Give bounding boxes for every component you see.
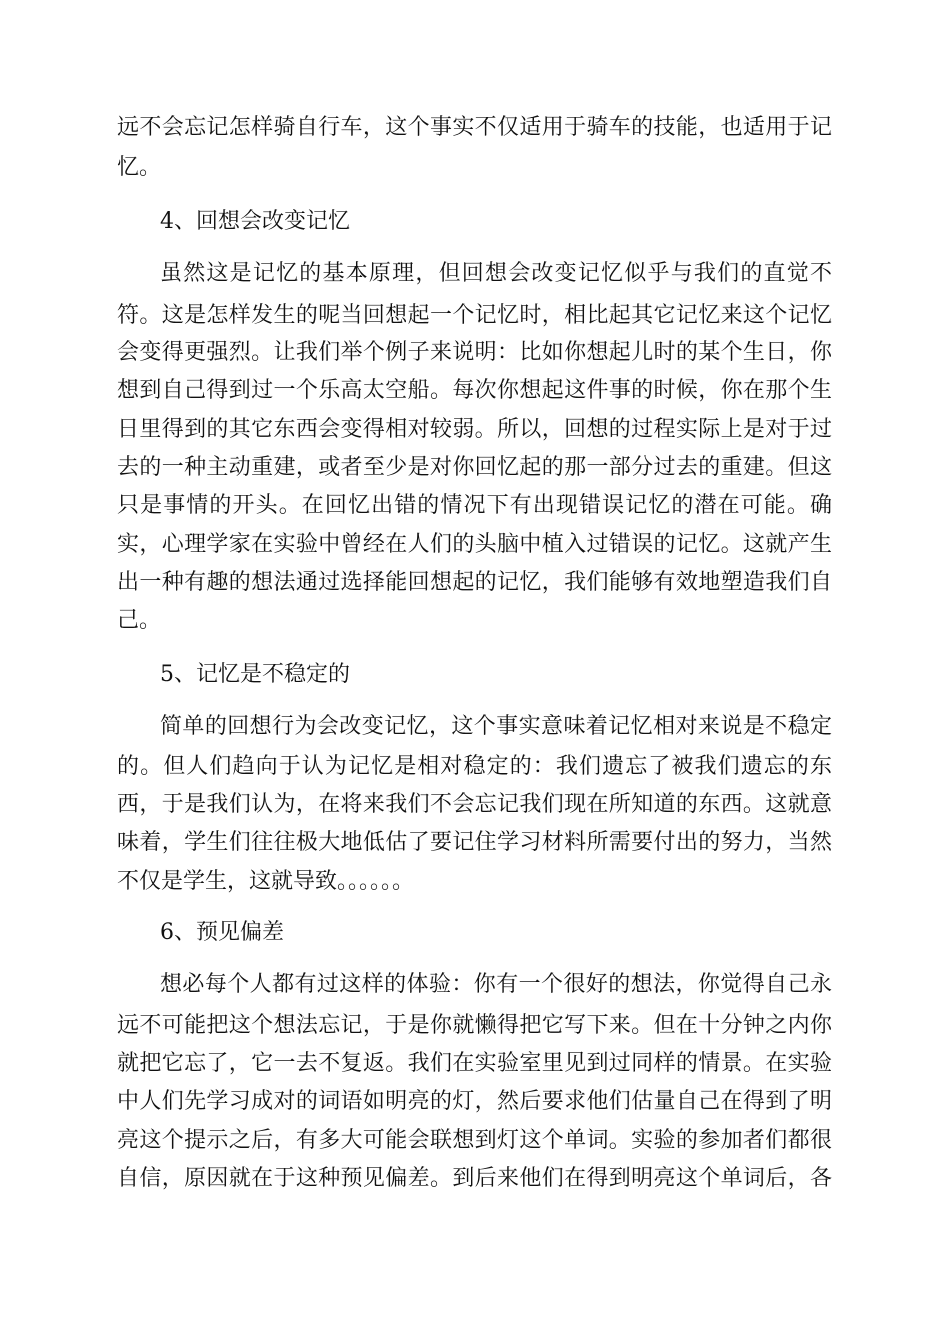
paragraph-line: 虽然这是记忆的基本原理，但回想会改变记忆似乎与我们的直觉不 [160,261,832,286]
paragraph-line: 亮这个提示之后，有多大可能会联想到灯这个单词。实验的参加者们都很 [117,1128,832,1153]
paragraph-line: 符。这是怎样发生的呢当回想起一个记忆时，相比起其它记忆来这个记忆 [117,303,832,328]
section-heading: 5、记忆是不稳定的 [160,662,350,687]
paragraph-line: 想到自己得到过一个乐高太空船。每次你想起这件事的时候，你在那个生 [117,378,832,403]
paragraph-line: 就把它忘了，它一去不复返。我们在实验室里见到过同样的情景。在实验 [117,1051,832,1076]
paragraph-line: 出一种有趣的想法通过选择能回想起的记忆，我们能够有效地塑造我们自 [117,570,832,595]
paragraph-line: 远不会忘记怎样骑自行车，这个事实不仅适用于骑车的技能，也适用于记 [117,115,832,140]
paragraph-line: 的。但人们趋向于认为记忆是相对稳定的：我们遗忘了被我们遗忘的东 [117,754,832,779]
paragraph-line: 忆。 [117,155,162,180]
paragraph-line: 自信，原因就在于这种预见偏差。到后来他们在得到明亮这个单词后，各 [117,1166,832,1191]
paragraph-line: 会变得更强烈。让我们举个例子来说明：比如你想起儿时的某个生日，你 [117,340,832,365]
paragraph-line: 只是事情的开头。在回忆出错的情况下有出现错误记忆的潜在可能。确 [117,493,832,518]
paragraph-line: 西，于是我们认为，在将来我们不会忘记我们现在所知道的东西。这就意 [117,792,832,817]
paragraph-line: 远不可能把这个想法忘记，于是你就懒得把它写下来。但在十分钟之内你 [117,1013,832,1038]
paragraph-line: 己。 [117,608,162,633]
section-heading: 6、预见偏差 [160,920,284,945]
paragraph-line: 中人们先学习成对的词语如明亮的灯，然后要求他们估量自己在得到了明 [117,1089,832,1114]
paragraph-line: 去的一种主动重建，或者至少是对你回忆起的那一部分过去的重建。但这 [117,455,832,480]
section-heading: 4、回想会改变记忆 [160,209,350,234]
paragraph-line: 想必每个人都有过这样的体验：你有一个很好的想法，你觉得自己永 [160,972,832,997]
paragraph-line: 实，心理学家在实验中曾经在人们的头脑中植入过错误的记忆。这就产生 [117,532,832,557]
paragraph-line: 日里得到的其它东西会变得相对较弱。所以，回想的过程实际上是对于过 [117,417,832,442]
paragraph-line: 简单的回想行为会改变记忆，这个事实意味着记忆相对来说是不稳定 [160,714,832,739]
paragraph-line: 不仅是学生，这就导致。。。。。。 [117,869,415,894]
paragraph-line: 味着，学生们往往极大地低估了要记住学习材料所需要付出的努力，当然 [117,830,832,855]
